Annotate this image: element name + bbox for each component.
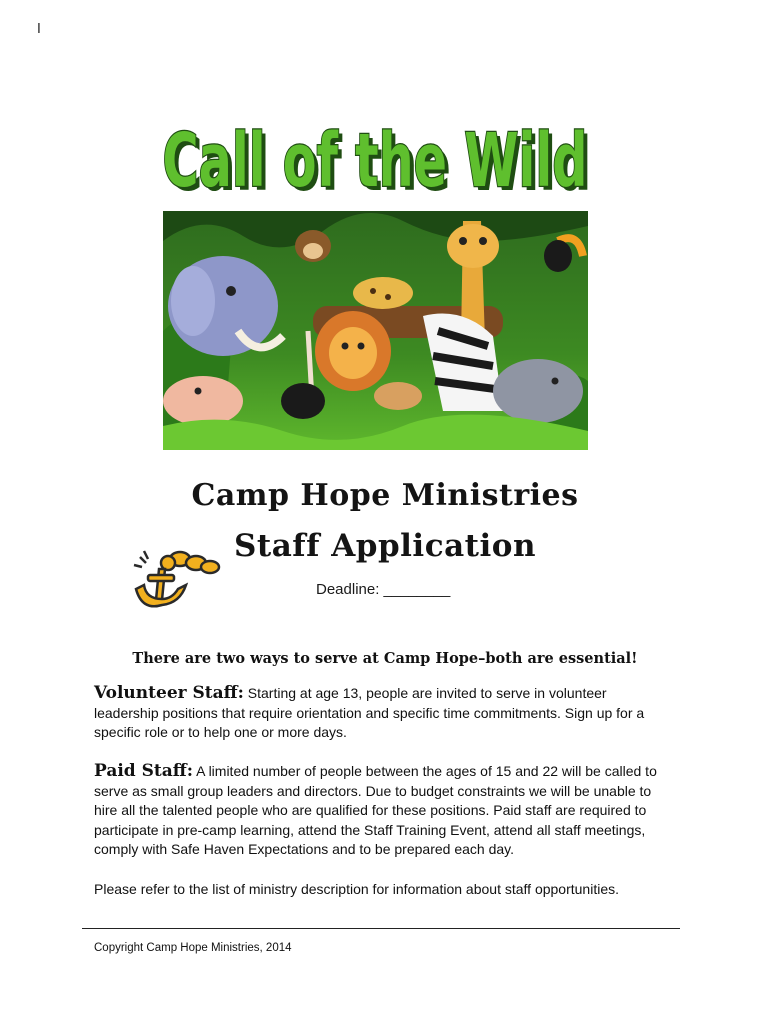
heading-application: Staff Application (234, 528, 536, 564)
anchor-chain-icon (122, 545, 222, 613)
banner-title-shadow: Call of the Wild (166, 122, 592, 204)
paid-paragraph (94, 762, 674, 860)
banner-title-text: Call of the Wild (162, 118, 588, 204)
footer-copyright: Copyright Camp Hope Ministries, 2014 (94, 942, 292, 954)
volunteer-paragraph (94, 684, 674, 743)
page-mark: I (37, 22, 41, 37)
paid-lead: Paid Staff: (94, 761, 193, 781)
heading-ministry: Camp Hope Ministries (191, 478, 579, 513)
footer-rule (82, 928, 680, 929)
refer-paragraph: Please refer to the list of ministry description for information about staff opportunities. (94, 881, 619, 897)
volunteer-text: Starting at age 13, people are invited to serve in volunteer leadership positions that require orientation and specific time commitments. Sign up for a specific role or to help one or more days. (94, 685, 645, 740)
deadline-field: Deadline: ________ (316, 581, 451, 598)
banner-title (150, 92, 600, 204)
volunteer-lead: Volunteer Staff: (94, 683, 244, 703)
tagline: There are two ways to serve at Camp Hope–both are essential! (132, 650, 638, 667)
paid-text: A limited number of people between the ages of 15 and 22 will be called to serve as small group leaders and directors. Due to budget constraints we will be unable to hire all the talented people who are qualified for these positions. Paid staff are required to participate in pre-camp learning, attend the Staff Training Event, attend all staff meetings, comply with Safe Haven Expectations and to be prepared each day. (94, 763, 657, 857)
jungle-animals-illustration (163, 211, 588, 450)
